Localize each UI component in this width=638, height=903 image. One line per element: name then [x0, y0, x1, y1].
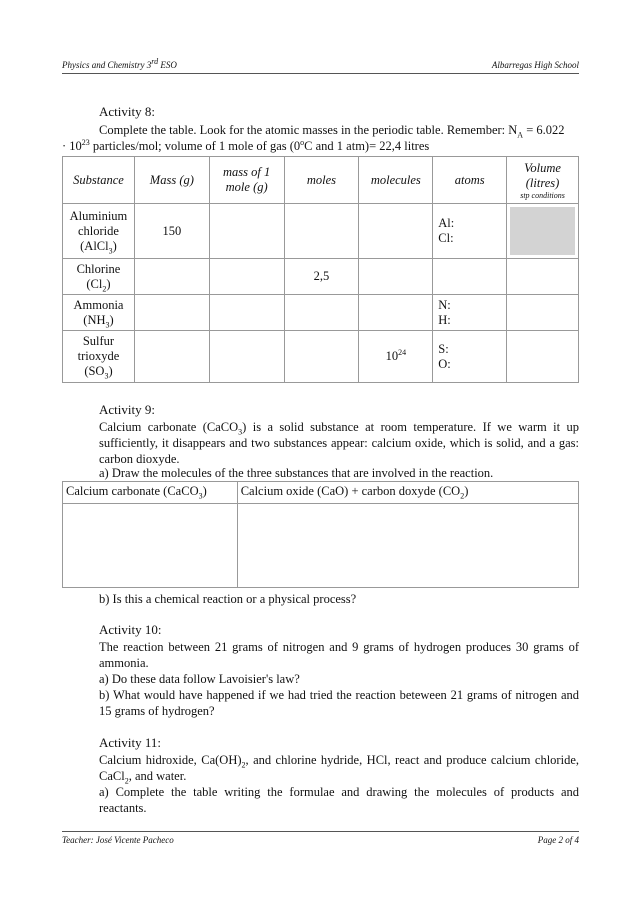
- activity-11-text: Calcium hidroxide, $Ca(OH)_2$, and chlorine hydride, HCl, react and produce calcium chloride, CaCl$_2$, and water. a) Complete the table writing the formulae and drawing the molecules of products and reactants.: [99, 753, 579, 815]
- header-left: Physics and Chemistry 3rd ESO: [62, 57, 177, 70]
- activity-8-title: Activity 8:: [99, 104, 155, 119]
- footer-left: Teacher: José Vicente Pacheco: [62, 835, 174, 845]
- cell-volume: [507, 204, 579, 259]
- cell-molecules[interactable]: [359, 259, 433, 295]
- activity-8-table: [62, 156, 579, 383]
- cell-moles[interactable]: [284, 204, 359, 259]
- table-row: [63, 259, 579, 295]
- drawing-area-products[interactable]: [237, 504, 578, 588]
- cell-moles[interactable]: [284, 295, 359, 331]
- cell-volume[interactable]: [507, 259, 579, 295]
- col-header-mass-1-mole: mass of 1 mole (g): [209, 157, 284, 204]
- activity-9-question-b: b) Is this a chemical reaction or a physical process?: [99, 592, 357, 606]
- activity-8-text: Complete the table. Look for the atomic masses in the periodic table. Remember: $N_A = 6.022$ · $10^{23}$ particles/mol; volume of 1 mole of gas (0$^o$C and 1 atm)= 22,4 litres: [62, 123, 565, 153]
- volume-disabled-shade: [510, 207, 575, 255]
- cell-molecules[interactable]: $10^{24}$: [359, 331, 433, 383]
- activity-11-title: Activity 11:: [99, 735, 161, 750]
- table-row: [63, 295, 579, 331]
- cell-mass[interactable]: 150: [134, 204, 209, 259]
- cell-mass-1-mole[interactable]: [209, 204, 284, 259]
- cell-moles[interactable]: [284, 331, 359, 383]
- col-header-mass: Mass (g): [134, 157, 209, 204]
- page-number: Page 2 of 4: [537, 835, 579, 845]
- table-row: [63, 331, 579, 383]
- footer-rule: [62, 831, 579, 832]
- activity-10-text: The reaction between 21 grams of nitrogen and 9 grams of hydrogen produces 30 grams of ammonia. a) Do these data follow Lavoisier's law? b) What would have happened if we had tried the reaction beteween 21 grams of nitrogen and 15 grams of hydrogen?: [99, 640, 579, 718]
- cell-atoms[interactable]: Al: Cl:: [433, 204, 507, 259]
- activity-9-title: Activity 9:: [99, 402, 155, 417]
- cell-substance: Chlorine $(Cl_2)$: [63, 259, 135, 295]
- drawing-area-reactant[interactable]: [63, 504, 238, 588]
- col-header-atoms: atoms: [433, 157, 507, 204]
- table-header-row: [63, 482, 579, 504]
- cell-mass[interactable]: [134, 295, 209, 331]
- cell-substance: Ammonia $(NH_3)$: [63, 295, 135, 331]
- cell-molecules[interactable]: [359, 295, 433, 331]
- cell-atoms[interactable]: [433, 259, 507, 295]
- cell-mass-1-mole[interactable]: [209, 259, 284, 295]
- col-header-reactant: Calcium carbonate (CaCO$_3$): [63, 482, 238, 504]
- table-header-row: [63, 157, 579, 204]
- cell-substance: Aluminium chloride (AlCl$_3$): [63, 204, 135, 259]
- cell-mass[interactable]: [134, 331, 209, 383]
- table-row: [63, 204, 579, 259]
- cell-moles[interactable]: 2,5: [284, 259, 359, 295]
- activity-10-title: Activity 10:: [99, 622, 162, 637]
- cell-volume[interactable]: [507, 295, 579, 331]
- cell-atoms[interactable]: N: H:: [433, 295, 507, 331]
- header-right: Albarregas High School: [491, 60, 579, 70]
- activity-9-text: Calcium carbonate (CaCO$_3$) is a solid substance at room temperature. If we warm it up sufficiently, it disappears and two substances appear: calcium oxide, which is solid, and a gas: carbon dioxyde.: [99, 420, 579, 466]
- col-header-moles: moles: [284, 157, 359, 204]
- cell-volume[interactable]: [507, 331, 579, 383]
- col-header-products: Calcium oxide (CaO) + carbon doxyde $(CO_2)$: [237, 482, 578, 504]
- cell-mass-1-mole[interactable]: [209, 331, 284, 383]
- activity-9-question-a: a) Draw the molecules of the three substances that are involved in the reaction.: [99, 466, 494, 480]
- cell-mass[interactable]: [134, 259, 209, 295]
- table-row: [63, 504, 579, 588]
- col-header-substance: Substance: [63, 157, 135, 204]
- header-rule: [62, 73, 579, 74]
- cell-atoms[interactable]: S: O:: [433, 331, 507, 383]
- col-header-volume: Volume (litres) stp conditions: [507, 157, 579, 204]
- col-header-molecules: molecules: [359, 157, 433, 204]
- cell-molecules[interactable]: [359, 204, 433, 259]
- cell-mass-1-mole[interactable]: [209, 295, 284, 331]
- activity-9-drawing-table: [62, 481, 579, 588]
- cell-substance: Sulfur trioxyde $(SO_3)$: [63, 331, 135, 383]
